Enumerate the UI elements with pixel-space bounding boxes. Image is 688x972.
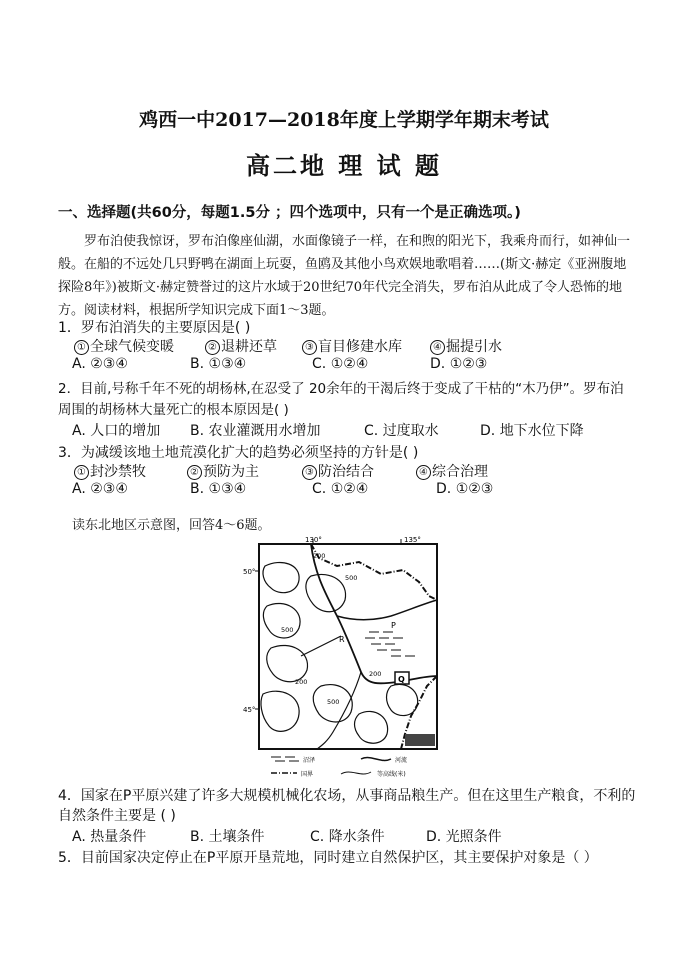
q4-option-c: C. 降水条件 bbox=[310, 829, 385, 845]
circled-number: ③ bbox=[302, 340, 317, 355]
label-p: P bbox=[391, 621, 396, 630]
legend-contour: 等高线(米) bbox=[377, 771, 406, 778]
circled-number: ② bbox=[187, 465, 202, 480]
question-3-stem: 3．为减缓该地土地荒漠化扩大的趋势必须坚持的方针是( ) bbox=[58, 445, 419, 461]
q3-option-a: A. ②③④ bbox=[72, 481, 128, 497]
q2-option-b: B. 农业灌溉用水增加 bbox=[190, 423, 321, 439]
q2-option-d: D. 地下水位下降 bbox=[480, 423, 584, 439]
section-heading: 一、选择题(共60分，每题1.5分 ；四个选项中，只有一个是正确选项。) bbox=[58, 205, 521, 221]
q3-item-2: ② 预防为主 bbox=[187, 461, 259, 481]
q1-option-a: A. ②③④ bbox=[72, 356, 128, 372]
label-q: Q bbox=[398, 675, 405, 684]
exam-title: 鸡西一中2017—2018年度上学期学年期末考试 bbox=[139, 109, 549, 131]
contour-label: 200 bbox=[295, 678, 308, 686]
q1-option-b: B. ①③④ bbox=[190, 356, 247, 372]
legend-marsh: 沼泽 bbox=[303, 757, 316, 764]
question-4-stem-line1: 4．国家在P平原兴建了许多大规模机械化农场，从事商品粮生产。但在这里生产粮食，不利的 bbox=[58, 788, 636, 804]
q4-option-b: B. 土壤条件 bbox=[190, 829, 265, 845]
lat-label-45: 45° bbox=[243, 706, 256, 714]
lat-label-50: 50° bbox=[243, 568, 256, 576]
q3-item-3: ③ 防治结合 bbox=[302, 461, 374, 481]
question-5-stem: 5．目前国家决定停止在P平原开垦荒地，同时建立自然保护区，其主要保护对象是（ ） bbox=[58, 850, 598, 866]
q3-option-d: D. ①②③ bbox=[436, 481, 494, 497]
circled-number: ① bbox=[74, 465, 89, 480]
label-r: R bbox=[339, 635, 345, 644]
question-4-stem-line2: 自然条件主要是 ( ) bbox=[58, 808, 176, 824]
northeast-china-map bbox=[241, 536, 441, 781]
subject-title: 高二地 理 试 题 bbox=[245, 151, 443, 180]
legend-border: 国界 bbox=[301, 771, 314, 778]
q1-item-1: ① 全球气候变暖 bbox=[74, 336, 174, 356]
contour-label: 500 bbox=[327, 698, 340, 706]
q1-option-d: D. ①②③ bbox=[430, 356, 488, 372]
map-intro: 读东北地区示意图，回答4～6题。 bbox=[72, 518, 271, 533]
legend-river: 河流 bbox=[395, 757, 408, 764]
q4-option-a: A. 热量条件 bbox=[72, 829, 147, 845]
q1-item-4: ④ 掘提引水 bbox=[430, 336, 502, 356]
question-2-stem-line2: 周围的胡杨林大量死亡的根本原因是( ) bbox=[58, 402, 289, 418]
reading-passage: 罗布泊使我惊讶，罗布泊像座仙湖，水面像镜子一样，在和煦的阳光下，我乘舟而行，如神仙一般。在船的不远处几只野鸭在湖面上玩耍，鱼鸥及其他小鸟欢娱地歌唱着……(斯文·赫定《亚洲腹地探险8年》)被斯文·赫定赞誉过的这片水域于20世纪70年代完全消失，罗布泊从此成了令人恐怖的地方。阅读材料，根据所学知识完成下面1～3题。 bbox=[58, 234, 631, 318]
contour-label: 500 bbox=[281, 626, 294, 634]
circled-number: ① bbox=[74, 340, 89, 355]
lon-label-135: 135° bbox=[404, 536, 421, 544]
q3-option-c: C. ①②④ bbox=[312, 481, 369, 497]
q1-item-3: ③ 盲目修建水库 bbox=[302, 336, 402, 356]
q2-option-c: C. 过度取水 bbox=[364, 423, 439, 439]
q4-option-d: D. 光照条件 bbox=[426, 829, 502, 845]
q3-item-4: ④ 综合治理 bbox=[416, 461, 488, 481]
question-1-stem: 1．罗布泊消失的主要原因是( ) bbox=[58, 320, 251, 336]
map-corner-mark bbox=[405, 734, 435, 746]
contour-label: 200 bbox=[369, 670, 382, 678]
q3-option-b: B. ①③④ bbox=[190, 481, 247, 497]
question-2-stem-line1: 2．目前,号称千年不死的胡杨林,在忍受了 20余年的干渴后终于变成了干枯的“木乃伊”。罗布泊 bbox=[58, 381, 624, 397]
contour-label: 200 bbox=[313, 552, 326, 560]
circled-number: ④ bbox=[416, 465, 431, 480]
q1-item-2: ② 退耕还草 bbox=[205, 336, 277, 356]
lon-label-130: 130° bbox=[305, 536, 322, 544]
q2-option-a: A. 人口的增加 bbox=[72, 423, 161, 439]
circled-number: ③ bbox=[302, 465, 317, 480]
q1-option-c: C. ①②④ bbox=[312, 356, 369, 372]
circled-number: ④ bbox=[430, 340, 445, 355]
map-legend bbox=[271, 756, 407, 778]
contour-label: 500 bbox=[345, 574, 358, 582]
circled-number: ② bbox=[205, 340, 220, 355]
q3-item-1: ① 封沙禁牧 bbox=[74, 461, 146, 481]
